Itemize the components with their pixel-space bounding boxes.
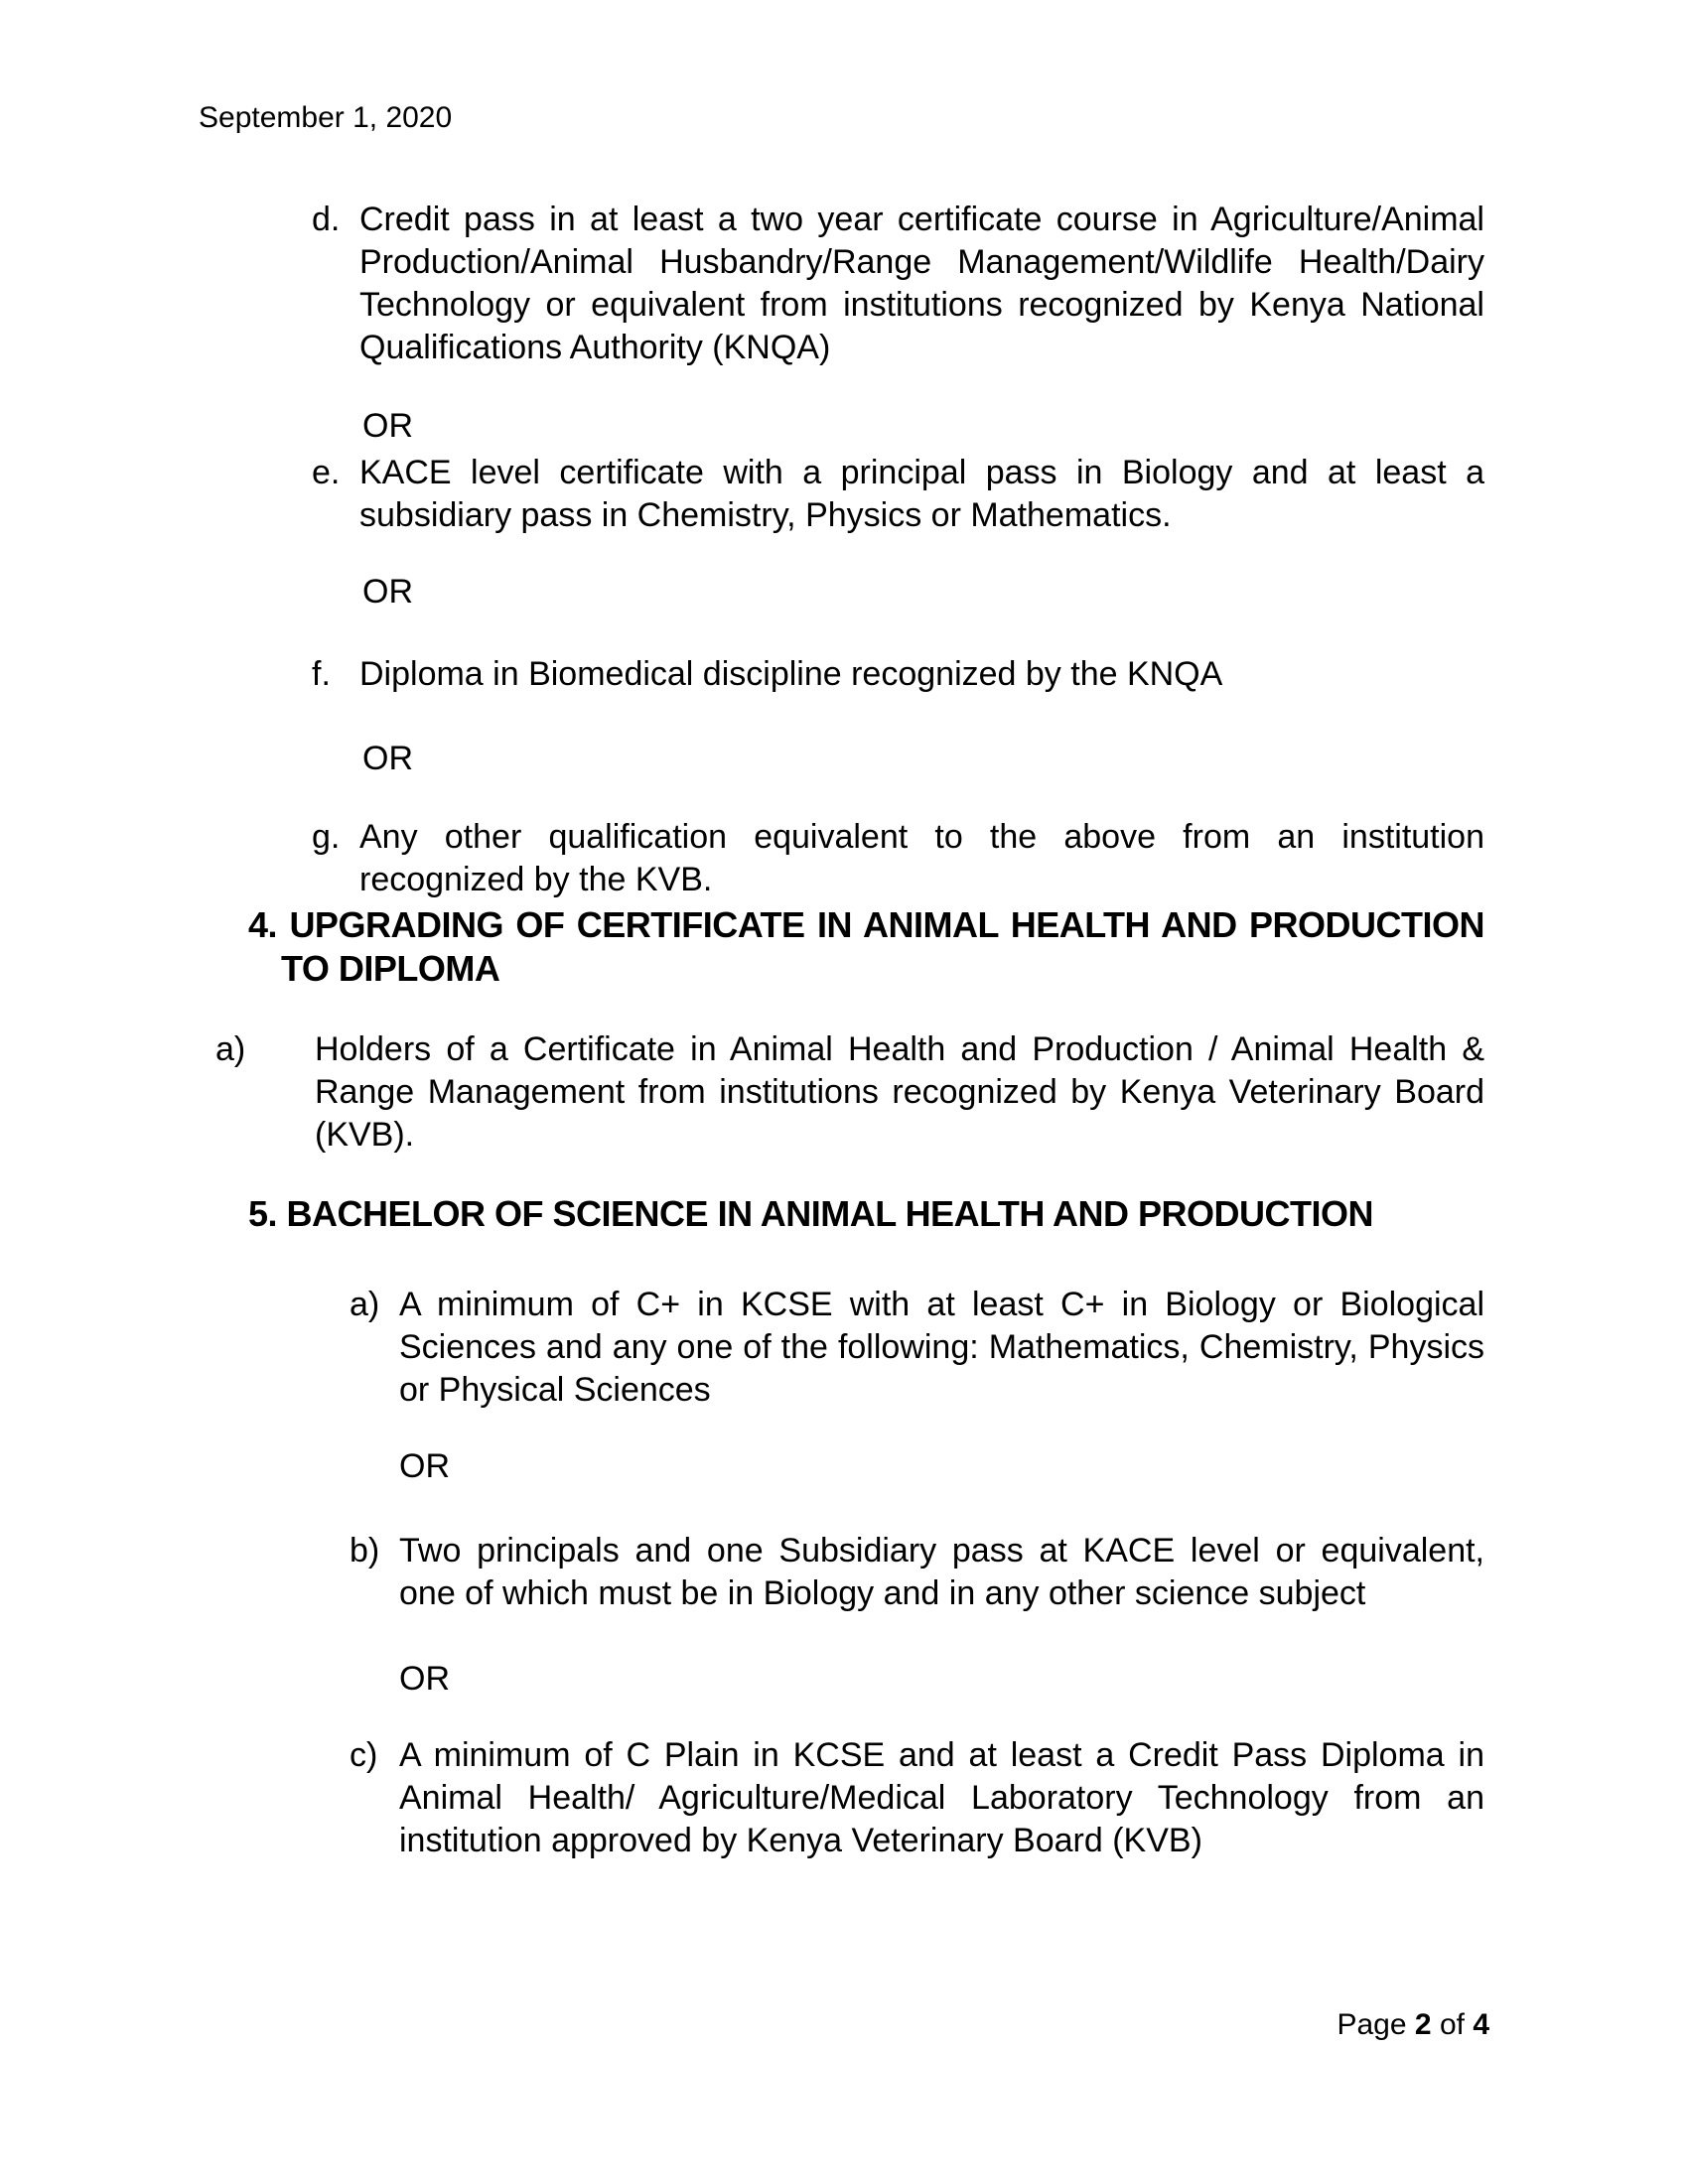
list-item-text: Holders of a Certificate in Animal Health and Production / Animal Health & Range Management from institutions recognized by Kenya Veterinary Board (KVB).: [315, 1030, 1484, 1154]
section-5-heading: [248, 1192, 1529, 1236]
list-item-text: A minimum of C+ in KCSE with at least C+ in Biology or Biological Sciences and any one of the following: Mathematics, Chemistry, Physics or Physical Sciences: [399, 1286, 1484, 1409]
section-4-item-a: [215, 1028, 1484, 1157]
page-footer: [1336, 2007, 1489, 2043]
list-item-marker: g.: [312, 818, 341, 856]
list-item-marker: a): [350, 1286, 380, 1323]
or-separator: OR: [362, 740, 413, 777]
list-item-marker: f.: [312, 655, 331, 693]
list-item-text: A minimum of C Plain in KCSE and at least a Credit Pass Diploma in Animal Health/ Agriculture/Medical Laboratory Technology from an institution approved by Kenya Veterinary Board (KVB): [399, 1736, 1484, 1859]
list-item-e: [312, 452, 1484, 537]
list-item-g: [312, 816, 1484, 901]
section-4-heading: [248, 903, 1484, 991]
page-number: 2: [1414, 2008, 1432, 2041]
list-item-f: [312, 653, 1484, 696]
list-item-marker: a): [215, 1030, 246, 1068]
of-label: of: [1439, 2008, 1465, 2041]
date-header: September 1, 2020: [199, 101, 453, 134]
section-title: BACHELOR OF SCIENCE IN ANIMAL HEALTH AND PRODUCTION: [286, 1193, 1374, 1234]
section-number: 4.: [248, 904, 278, 945]
list-item-marker: b): [350, 1532, 380, 1570]
section-5-item-a: [350, 1284, 1484, 1412]
list-item-marker: e.: [312, 454, 341, 491]
list-item-text: Credit pass in at least a two year certificate course in Agriculture/Animal Production/Animal Husbandry/Range Management/Wildlife Health/Dairy Technology or equivalent from institutions recognized by Kenya National Qualifications Authority (KNQA): [359, 201, 1484, 366]
list-item-d: [312, 199, 1484, 369]
or-separator: OR: [399, 1660, 450, 1698]
section-number: 5.: [248, 1193, 278, 1234]
list-item-text: Diploma in Biomedical discipline recognized by the KNQA: [359, 655, 1223, 693]
or-separator: OR: [399, 1447, 450, 1485]
list-item-marker: c): [350, 1736, 378, 1774]
total-pages: 4: [1473, 2008, 1489, 2041]
or-separator: OR: [362, 573, 413, 611]
list-item-marker: d.: [312, 201, 341, 238]
section-5-item-c: [350, 1734, 1484, 1862]
list-item-text: Two principals and one Subsidiary pass at KACE level or equivalent, one of which must be in Biology and in any other science subject: [399, 1532, 1484, 1612]
list-item-text: Any other qualification equivalent to the above from an institution recognized by the KVB.: [359, 818, 1484, 898]
or-separator: OR: [362, 407, 413, 445]
section-5-item-b: [350, 1530, 1484, 1615]
page-label: Page: [1336, 2008, 1407, 2041]
list-item-text: KACE level certificate with a principal pass in Biology and at least a subsidiary pass in Chemistry, Physics or Mathematics.: [359, 454, 1484, 534]
section-title: UPGRADING OF CERTIFICATE IN ANIMAL HEALTH AND PRODUCTION TO DIPLOMA: [281, 904, 1484, 989]
